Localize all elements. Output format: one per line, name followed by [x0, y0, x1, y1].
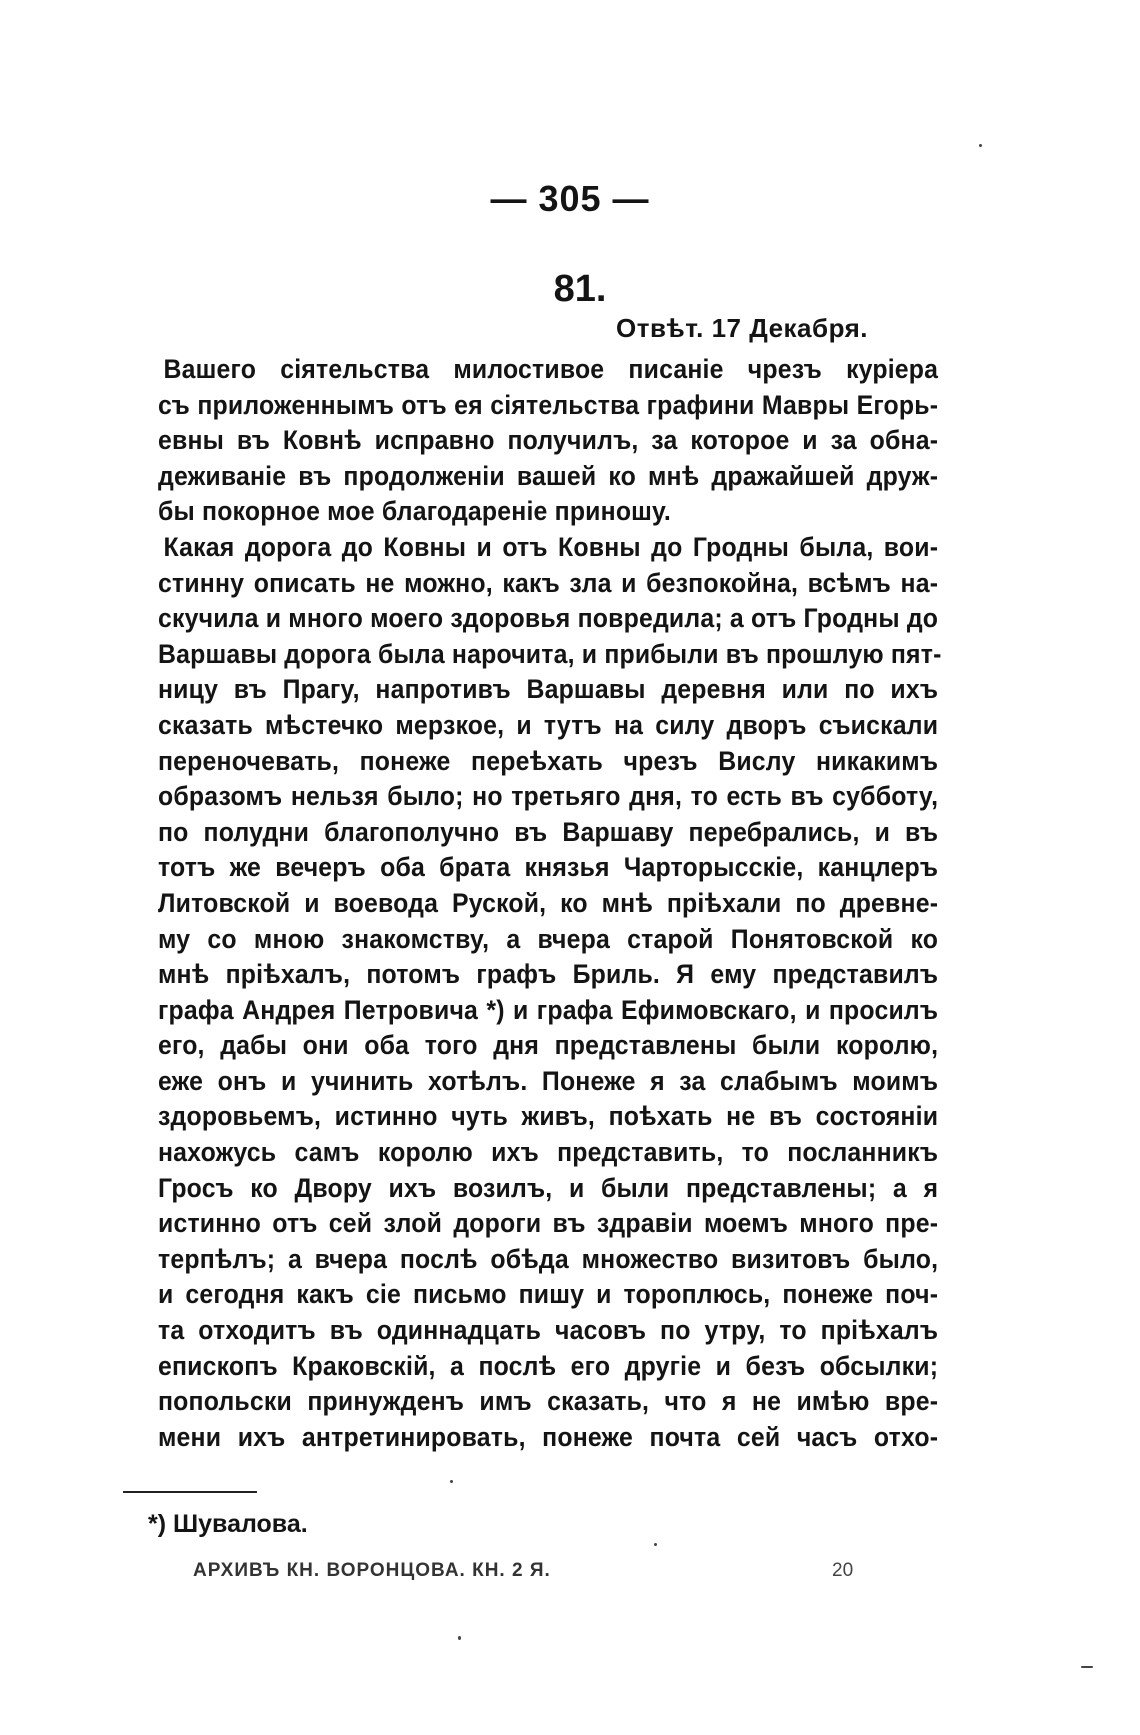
text-line: истинно отъ сей злой дороги въ здравіи моемъ много пре-	[158, 1208, 939, 1239]
scan-speck	[1081, 1666, 1093, 1668]
text-line: терпѣлъ; а вчера послѣ обѣда множество визитовъ было,	[158, 1243, 939, 1274]
text-line: ницу въ Прагу, напротивъ Варшавы деревня или по ихъ	[158, 674, 939, 705]
paragraph-1	[158, 352, 938, 530]
text-line: сказать мѣстечко мерзкое, и тутъ на силу дворъ съискали	[158, 709, 939, 740]
footnote: *) Шувалова.	[148, 1510, 308, 1538]
text-line: Варшавы дорога была нарочита, и прибыли въ прошлую пят-	[158, 638, 942, 669]
letter-body	[158, 352, 942, 1455]
scan-speck	[654, 1543, 657, 1546]
text-line: Какая дорога до Ковны и отъ Ковны до Гродны была, вои-	[163, 531, 939, 562]
scan-speck	[458, 1636, 461, 1640]
dateline: Отвѣт. 17 Декабря.	[615, 313, 868, 343]
text-line: попольски принужденъ имъ сказать, что я не имѣю вре-	[158, 1386, 939, 1417]
text-line: та отходитъ въ одиннадцать часовъ по утру, то пріѣхалъ	[158, 1315, 939, 1346]
scan-speck	[450, 1480, 453, 1483]
text-line: и сегодня какъ сіе письмо пишу и тороплюсь, понеже поч-	[158, 1279, 939, 1310]
scan-speck	[979, 144, 982, 147]
letter-number: 81.	[553, 268, 607, 310]
text-line: деживаніе въ продолженіи вашей ко мнѣ дражайшей друж-	[158, 460, 939, 491]
text-line: тотъ же вечеръ оба брата князья Чарторысскіе, канцлеръ	[158, 852, 939, 883]
text-line: здоровьемъ, истинно чуть живъ, поѣхать не въ состояніи	[158, 1101, 939, 1132]
text-line: переночевать, понеже переѣхать чрезъ Вислу никакимъ	[158, 745, 939, 776]
text-line: бы покорное мое благодареніе приношу.	[158, 496, 671, 527]
text-line: му со мною знакомству, а вчера старой Понятовской ко	[158, 923, 939, 954]
text-line: по полудни благополучно въ Варшаву перебрались, и въ	[158, 816, 939, 847]
text-line: еже онъ и учинить хотѣлъ. Понеже я за слабымъ моимъ	[158, 1065, 939, 1096]
paragraph-2	[158, 530, 942, 1455]
signature-mark: АРХИВЪ КН. ВОРОНЦОВА. КН. 2 Я.	[193, 1560, 551, 1581]
text-line: нахожусь самъ королю ихъ представить, то посланникъ	[158, 1137, 939, 1168]
text-line: его, дабы они оба того дня представлены были королю,	[158, 1030, 939, 1061]
signature-sheet-number: 20	[832, 1560, 854, 1581]
text-line: Гросъ ко Двору ихъ возилъ, и были представлены; а я	[158, 1172, 939, 1203]
text-line: мнѣ пріѣхалъ, потомъ графъ Бриль. Я ему представилъ	[158, 959, 939, 990]
text-line: скучила и много моего здоровья повредила; а отъ Гродны до	[158, 603, 939, 634]
text-line: съ приложеннымъ отъ ея сіятельства графини Мавры Егорь-	[158, 389, 939, 420]
text-line: Литовской и воевода Руской, ко мнѣ пріѣхали по древне-	[158, 887, 939, 918]
text-line: епископъ Краковскій, а послѣ его другіе и безъ обсылки;	[158, 1350, 939, 1381]
text-line: евны въ Ковнѣ исправно получилъ, за которое и за обна-	[158, 425, 939, 456]
text-line: стинну описать не можно, какъ зла и безпокойна, всѣмъ на-	[158, 567, 939, 598]
text-line: образомъ нельзя было; но третьяго дня, то есть въ субботу,	[158, 781, 939, 812]
footnote-rule	[123, 1491, 257, 1493]
text-line: Вашего сіятельства милостивое писаніе чрезъ куріера	[163, 354, 939, 384]
page-number: — 305 —	[490, 178, 650, 219]
text-line: графа Андрея Петровича *) и графа Ефимовскаго, и просилъ	[158, 994, 939, 1025]
text-line: мени ихъ антретинировать, понеже почта сей часъ отхо-	[158, 1421, 939, 1452]
